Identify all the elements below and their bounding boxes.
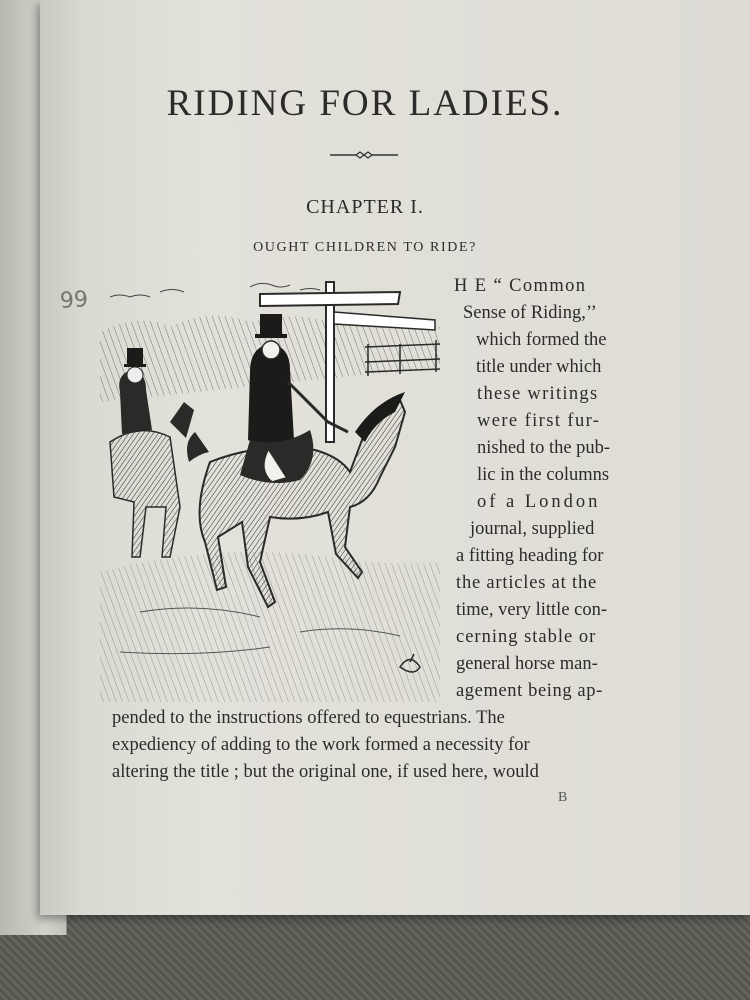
text-line: pended to the instructions offered to equestrians. The: [112, 708, 505, 728]
text-line: were first fur-: [477, 411, 601, 431]
text-line: Sense of Riding,’’: [463, 303, 597, 323]
text-line: which formed the: [476, 330, 607, 350]
text-line: a fitting heading for: [456, 546, 604, 566]
text-line: of a London: [477, 492, 601, 512]
chapter-heading: CHAPTER I.: [306, 196, 424, 218]
pencil-margin-mark: 99: [59, 287, 89, 314]
equestrian-engraving-icon: [100, 272, 450, 702]
text-line: lic in the columns: [477, 465, 610, 485]
text-line: title under which: [476, 357, 602, 377]
text-line: general horse man-: [456, 654, 598, 674]
text-line: nished to the pub-: [477, 438, 611, 458]
text-line: agement being ap-: [456, 681, 603, 701]
book-title: RIDING FOR LADIES.: [166, 83, 564, 124]
text-line: expediency of adding to the work formed a necessity for: [112, 735, 530, 755]
signature-mark: B: [558, 790, 568, 805]
text-line: cerning stable or: [456, 627, 597, 647]
text-line: H E “ Common: [454, 276, 587, 296]
text-line: these writings: [477, 384, 599, 404]
chapter-subtitle: OUGHT CHILDREN TO RIDE?: [253, 240, 477, 255]
ornamental-rule-icon: [330, 148, 398, 162]
background-carpet: [0, 905, 750, 1000]
text-line: altering the title ; but the original one, if used here, would: [112, 762, 539, 782]
text-line: journal, supplied: [470, 519, 595, 539]
text-line: time, very little con-: [456, 600, 608, 620]
text-line: the articles at the: [456, 573, 598, 593]
